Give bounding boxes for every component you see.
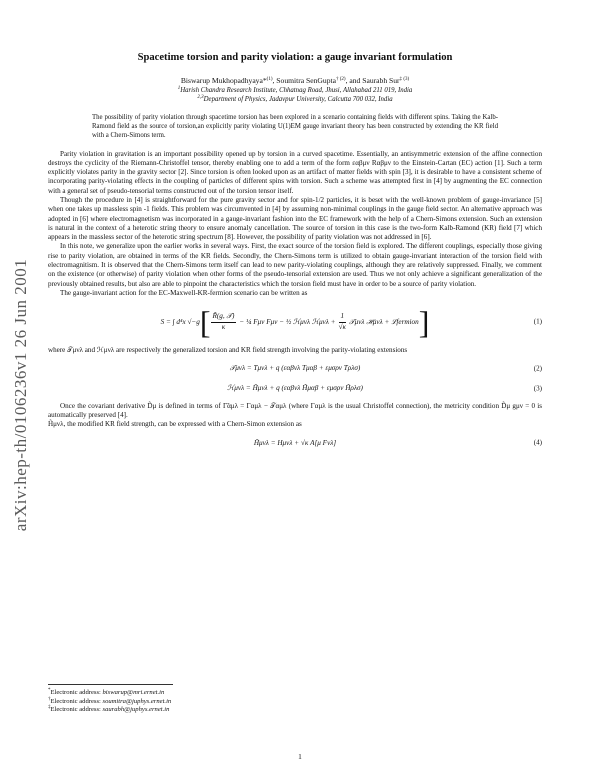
paragraph-3: In this note, we generalize upon the earlier works in several ways. First, the exact source of the torsion field is explored. The different couplings, especially those giving rise to parity violation, are obtained in terms of the KR fields. Secondly, the Chern-Simons term is utilized to obtain gauge-invariant interaction of the torsion field with electromagnitism. It is observed that the Chern-Simons term itself can lead to new parity-violating couplings, although they are relatively suppressed. Finally, we comment on the existence (or otherwise) of parity violation when other forms of the pseudo-tensorial extension are used. Thus we not only achieve a significant generalization of the previously obtained results, but also are able to pinpoint the characteristics which the torsion field must have in order to be a source of parity violation.	[48, 242, 542, 288]
equation-number: (1)	[533, 317, 542, 326]
author-line: Biswarup Mukhopadhyaya*$^{(1)}$, Soumitra SenGupta$^{\dagger (2)}$, and Saurabh Sur$^{\ddagger (3)}$	[180, 76, 410, 85]
equation-1	[48, 304, 542, 340]
affiliation-1: $^1$Harish Chandra Research Institute, Chhatnag Road, Jhusi, Allahabad 211 019, India	[177, 85, 413, 94]
equation-2: 𝒯μνλ = Tμνλ + q (εαβνλ Tμαβ + εμσρν Tρλσ) (2)	[229, 363, 542, 372]
equation-4: H̃μνλ = Hμνλ + √κ A[μ Fνλ] (4)	[253, 438, 542, 447]
equation-number: (3)	[533, 383, 542, 392]
abstract: The possibility of parity violation through spacetime torsion has been explored in a scenario containing fields with different spins. Taking the Kalb-Ramond field as the source of torsion,an explicitly parity violating U(1)EM gauge invariant theory has been constructed by extending the KR field with a Chern-Simons term.	[92, 113, 498, 139]
paragraph-4: The gauge-invariant action for the EC-Maxwell-KR-fermion scenario can be written as	[60, 288, 308, 297]
equation-3: ℋμνλ = H̃μνλ + q (εαβνλ H̃μαβ + εμσρν H̃ρλσ) (3)	[227, 383, 542, 392]
right-bracket: ]	[418, 304, 430, 341]
eq1-coupling: $\frac{1}{√\kappa}$	[338, 312, 347, 331]
page-number: 1	[298, 752, 302, 761]
arxiv-side-label	[6, 190, 36, 600]
paper-title: Spacetime torsion and parity violation: a gauge invariant formulation	[137, 52, 453, 63]
eq1-middle: − ¼ Fμν Fμν − ½ ℋμνλ ℋμνλ +	[239, 317, 336, 326]
paragraph-7: H̃μνλ, the modified KR field strength, can be expressed with a Chern-Simon extension as	[48, 420, 302, 429]
email-link[interactable]: soumitra@juphys.ernet.in	[102, 697, 172, 705]
footnote-1: *Electronic address: biswarup@mri.ernet.in	[48, 688, 165, 696]
footnotes	[48, 684, 542, 715]
paragraph-6: Once the covariant derivative D̃μ is defined in terms of Γ̃αμλ = Γαμλ − 𝒯αμλ (where Γαμλ is the usual Christoffel connection), the metricity condition D̃μ gμν = 0 is automatically preserved [4].	[48, 401, 542, 419]
paper-page	[48, 52, 542, 457]
footnote-2: †Electronic address: soumitra@juphys.ernet.in	[48, 696, 172, 705]
paragraph-1: Parity violation in gravitation is an important possibility opened up by torsion in a curved spacetime. Essentially, an antisymmetric extension of the affine connection destroys the cyclicity of the Riemann-Christoffel tensor, thereby enabling one to add a term of the form εαβμν Rαβμν to the Einstein-Cartan (EC) action [1]. Such a term explicitly violates parity in the gravity sector [2]. Since torsion is often looked upon as an artifact of matter fields with spin [3], it is desirable to have a consistent scheme of incorporating parity-violating effects in the coupling of particles of different spins with torsion. Such a scheme was attempted first in [4] by augmenting the EC connection with a general set of pseudo-tensorial terms constructed out of the torsion tensor itself.	[48, 149, 542, 195]
paragraph-5: where 𝒯μνλ and ℋμνλ are respectively the generalized torsion and KR field strength involving the parity-violating extensions	[48, 346, 408, 355]
equation-number: (4)	[533, 438, 542, 447]
affiliation-2: $^{2,3}$Department of Physics, Jadavpur University, Calcutta 700 032, India	[197, 95, 393, 103]
arxiv-identifier: arXiv:hep-th/0106236v1 26 Jun 2001	[11, 258, 30, 532]
email-link[interactable]: saurabh@juphys.ernet.in	[102, 706, 170, 713]
footnote-3: ‡Electronic address: saurabh@juphys.ernet.in	[48, 705, 170, 713]
author-block	[48, 76, 542, 105]
footnote-rule	[48, 684, 173, 685]
equation-number: (2)	[533, 363, 542, 372]
eq1-tail: 𝒯μνλ ℋμνλ + ℒfermion	[349, 317, 419, 326]
paragraph-2: Though the procedure in [4] is straightforward for the pure gravity sector and for spin-1/2 particles, it is beset with the well-known problem of gauge-invariance [5] when one takes up massless spin -1 fields. This problem was circumvented in [4] by assuming non-minimal couplings in the gauge field sector. An alternative approach was adopted in [6] where electromagnetism was incorporated in a gauge-invariant fashion into the EC framework with the help of a Chern-Simons extension. Such an extension is natural in the context of a heterotic string theory to ensure anomaly cancellation. The source of torsion in this case is the two-form Kalb-Ramond (KR) field [7] which appears in the massless sector of the heterotic string spectrum [8]. However, the possibility of parity violation was not addressed in [6].	[48, 195, 542, 242]
eq1-lhs: S = ∫ d⁴x √−g	[160, 317, 200, 326]
eq1-fraction: $\frac{\text{R̃(g, 𝒯)}}{\kappa}$	[212, 312, 235, 331]
left-bracket: [	[199, 304, 211, 341]
email-link[interactable]: biswarup@mri.ernet.in	[102, 689, 165, 696]
